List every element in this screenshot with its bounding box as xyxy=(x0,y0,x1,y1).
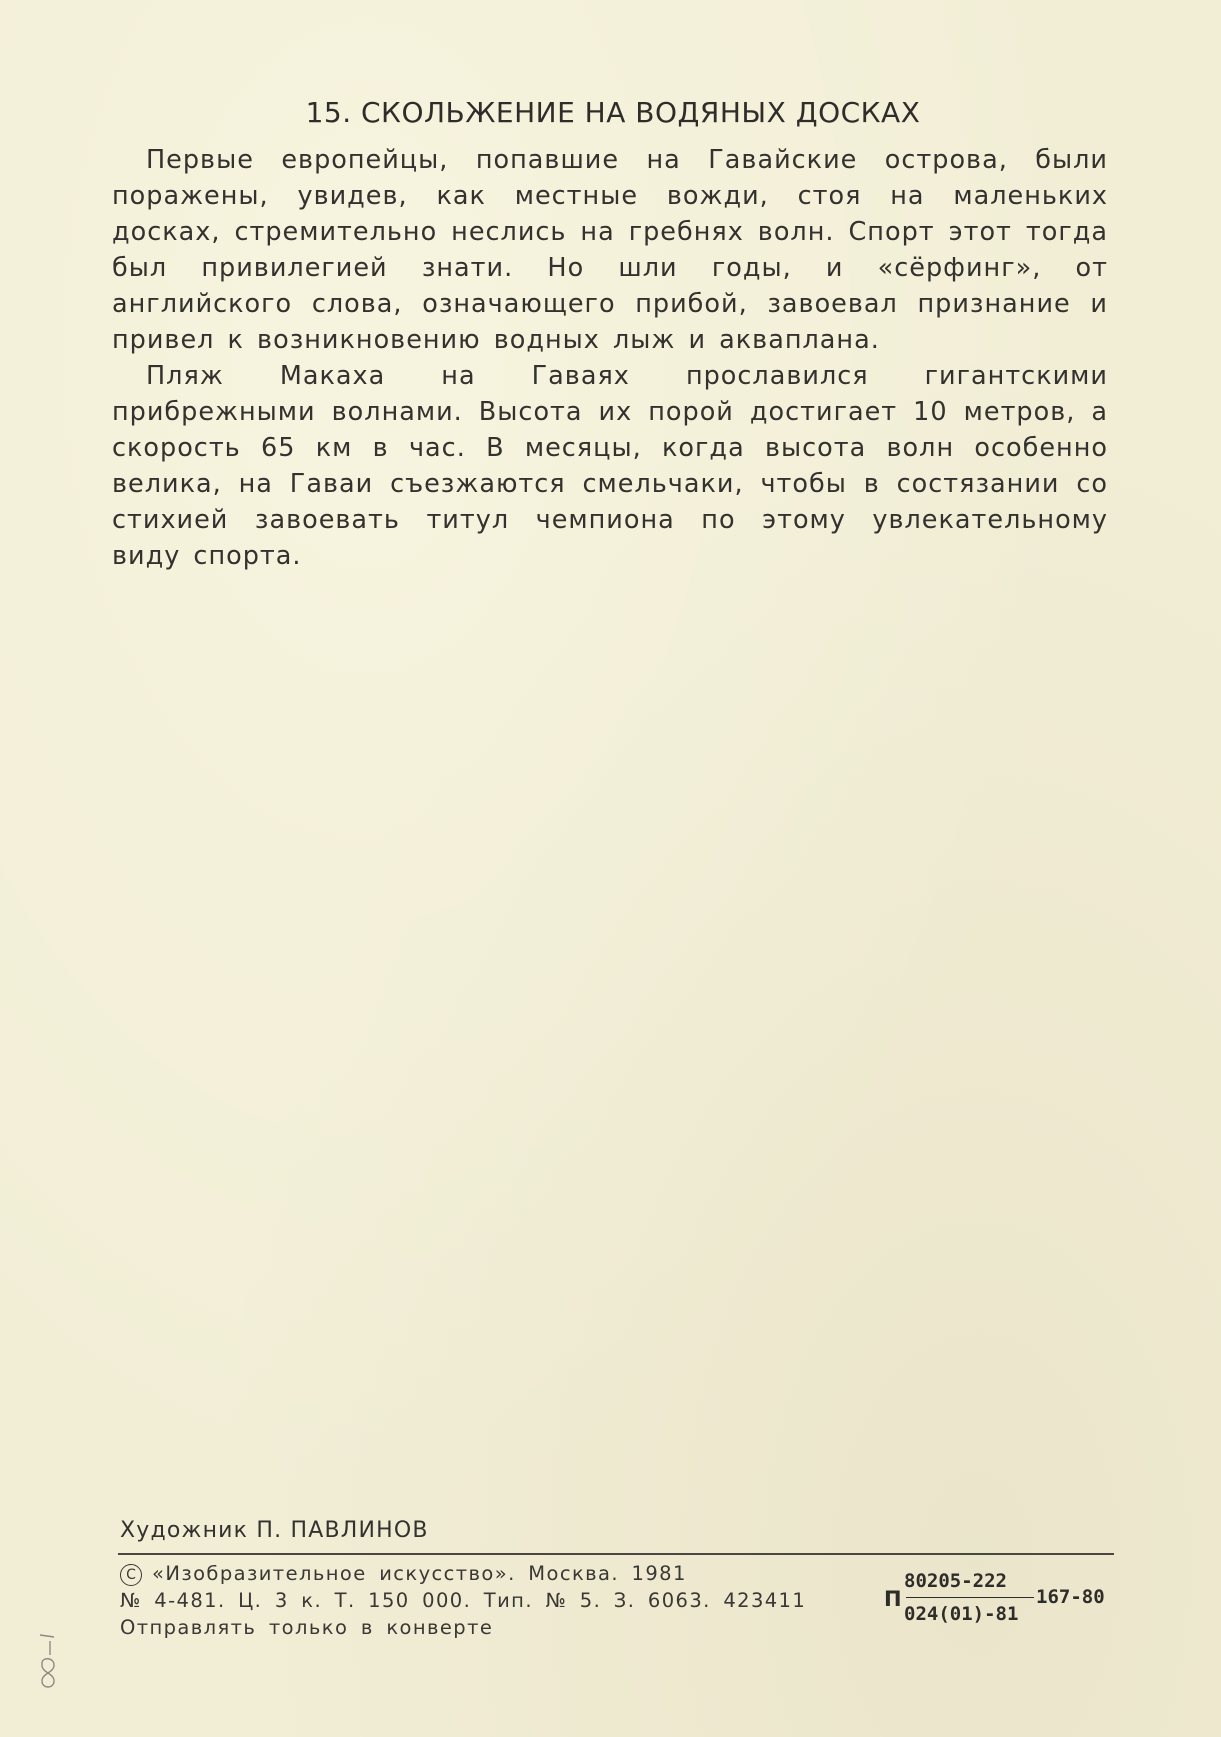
paragraph-1: Первые европейцы, попавшие на Гавайские острова, были поражены, увидев, как местные вожди, стоя на маленьких досках, стремительно неслись на гребнях волн. Спорт этот тогда был привилегией знати. Но шли годы, и «сёрфинг», от английского слова, означающего прибой, завоевал признание и привел к возникновению водных лыж и акваплана. xyxy=(112,145,1108,355)
imprint-line-3: Отправлять только в конверте xyxy=(120,1616,494,1639)
page-title: 15. СКОЛЬЖЕНИЕ НА ВОДЯНЫХ ДОСКАХ xyxy=(305,96,921,129)
paragraph-2: Пляж Макаха на Гаваях прославился гигантскими прибрежными волнами. Высота их порой достигает 10 метров, а скорость 65 км в час. В месяцы, когда высота волн особенно велика, на Гаваи съезжаются смельчаки, чтобы в состязании со стихией завоевать титул чемпиона по этому увлекательному виду спорта. xyxy=(112,361,1108,571)
imprint-line-2: № 4-481. Ц. 3 к. Т. 150 000. Тип. № 5. З. 6063. 423411 xyxy=(120,1589,807,1612)
copyright-icon: C xyxy=(120,1564,142,1586)
body-text xyxy=(112,142,1108,574)
imprint-line-1 xyxy=(120,1560,806,1587)
imprint-block xyxy=(120,1560,806,1641)
index-code xyxy=(884,1568,1114,1638)
index-suffix: 167-80 xyxy=(1036,1586,1105,1608)
artist-credit: Художник П. ПАВЛИНОВ xyxy=(120,1518,429,1543)
handwritten-mark-icon xyxy=(36,1633,58,1713)
index-prefix: П xyxy=(884,1587,902,1611)
index-fraction-bar xyxy=(906,1597,1034,1598)
divider-line xyxy=(118,1553,1114,1555)
index-numerator: 80205-222 xyxy=(904,1570,1007,1592)
imprint-publisher: «Изобразительное искусство». Москва. 1981 xyxy=(152,1562,687,1585)
index-denominator: 024(01)-81 xyxy=(904,1603,1019,1625)
